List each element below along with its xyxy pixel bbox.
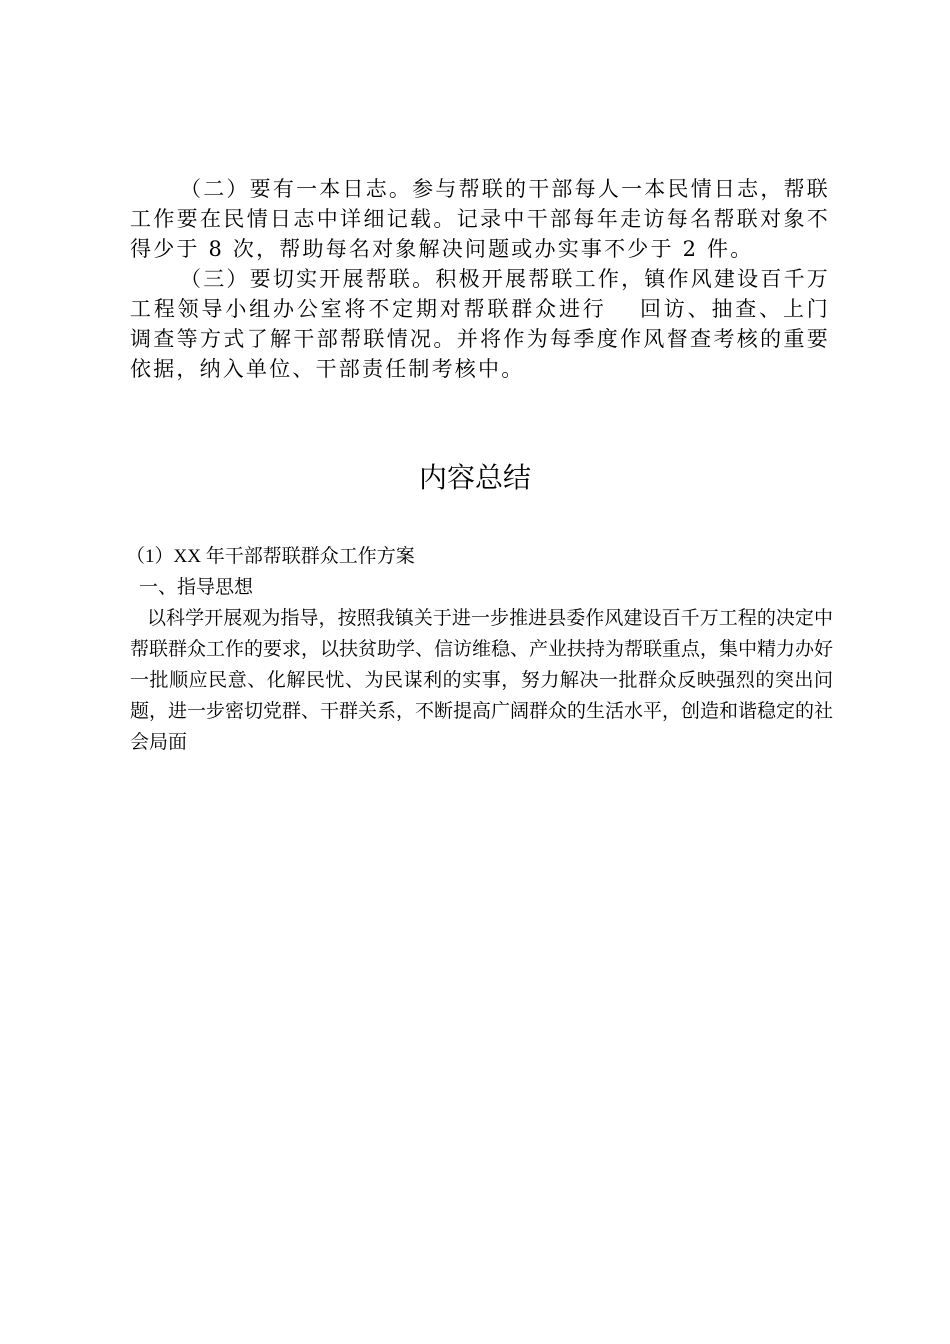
summary-body-text: 以科学开展观为指导，按照我镇关于进一步推进县委作风建设百千万工程的决定中帮联群众工作的要求，以扶贫助学、信访维稳、产业扶持为帮联重点，集中精力办好一批顺应民意、化解民忧、为民谋利的实事，努力解决一批群众反映强烈的突出问题，进一步密切党群、干群关系，不断提高广阔群众的生活水平，创造和谐稳定的社会局面 (130, 608, 834, 753)
paragraph-keep-diary: （二）要有一本日志。参与帮联的干部每人一本民情日志，帮联工作要在民情日志中详细记载。记录中干部每年走访每名帮联对象不得少于 8 次，帮助每名对象解决问题或办实事不少于 2 件。 (130, 177, 830, 261)
main-text-section (130, 174, 830, 384)
summary-item-title: （1）XX 年干部帮联群众工作方案 (126, 546, 415, 567)
summary-section (126, 541, 834, 758)
summary-heading: 内容总结 (418, 461, 531, 494)
summary-sub-heading: 一、指导思想 (139, 577, 254, 598)
paragraph-carry-out-assistance: （三）要切实开展帮联。积极开展帮联工作，镇作风建设百千万工程领导小组办公室将不定期对帮联群众进行 回访、抽查、上门调查等方式了解干部帮联情况。并将作为每季度作风督查考核的重要依据，纳入单位、干部责任制考核中。 (130, 267, 830, 381)
